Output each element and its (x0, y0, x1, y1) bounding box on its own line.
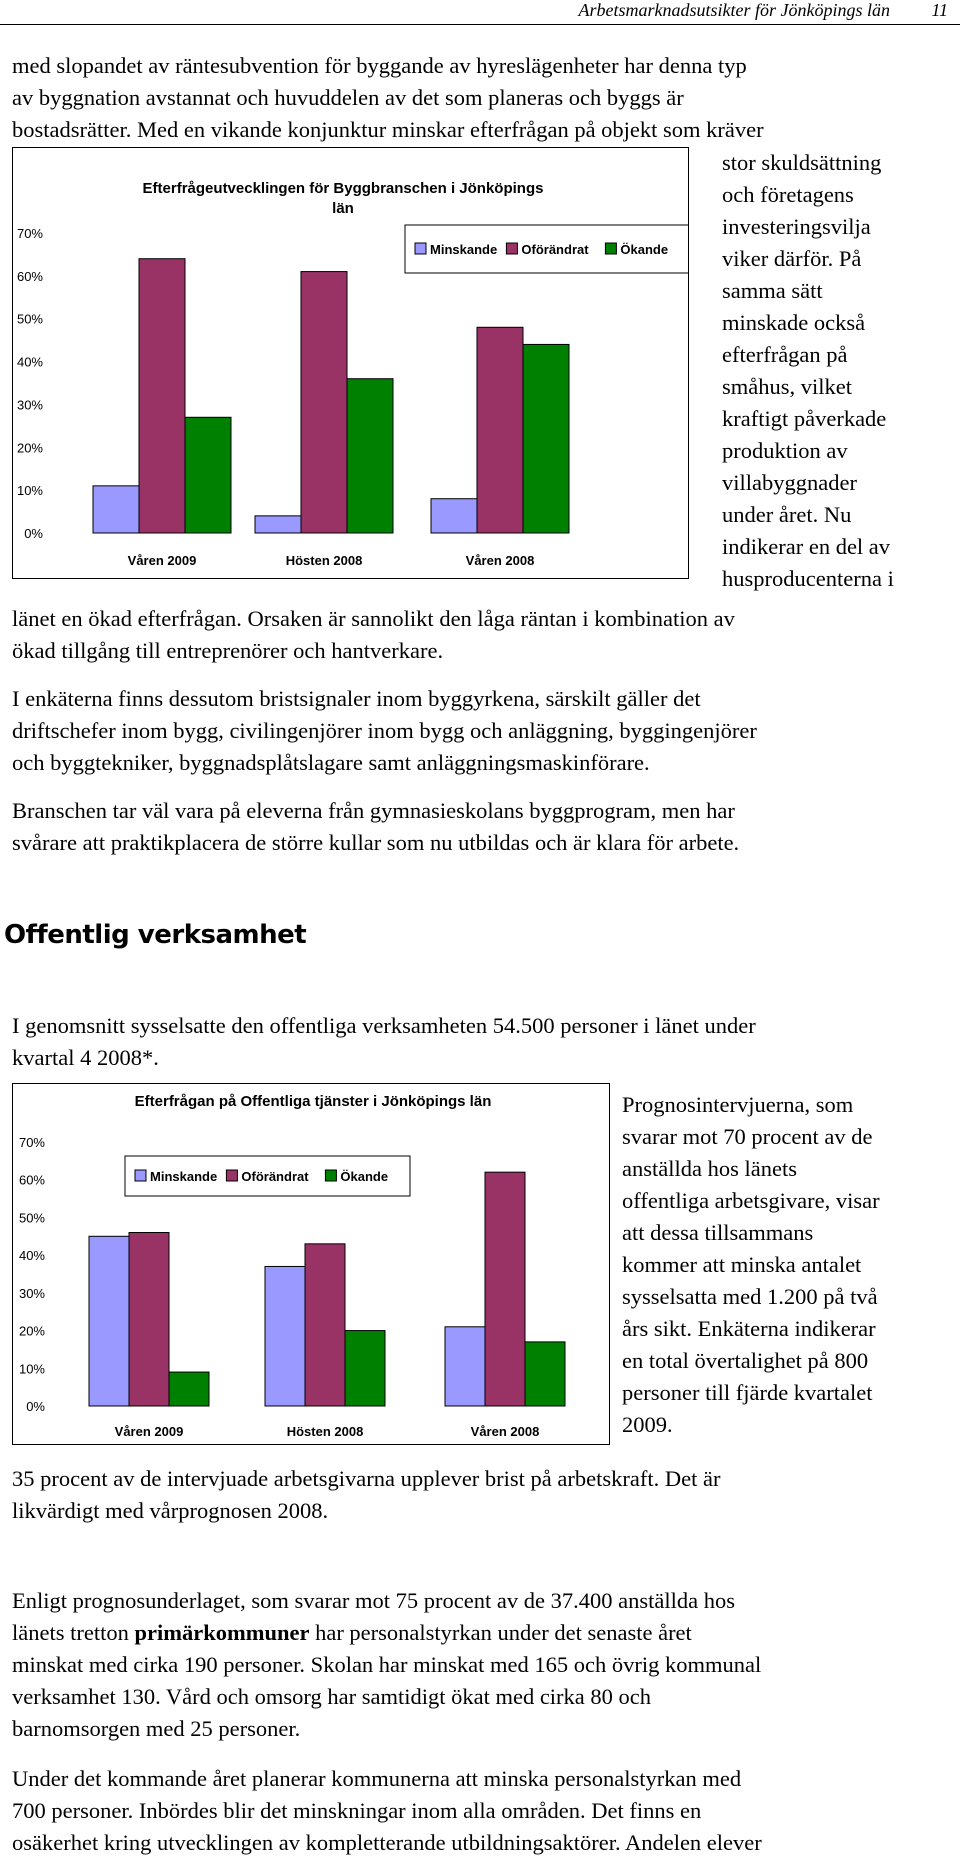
text-line: under året. Nu (722, 502, 852, 527)
category-label: Våren 2008 (465, 553, 535, 568)
text-line: ökad tillgång till entreprenörer och hantverkare. (12, 638, 444, 663)
y-tick-label: 20% (18, 1323, 45, 1339)
chart-title: Efterfrågeutvecklingen för Byggbranschen i Jönköpings (142, 180, 544, 197)
text-line: barnomsorgen med 25 personer. (12, 1716, 301, 1741)
text-line: småhus, vilket (722, 374, 852, 399)
chart-byggbranschen (12, 147, 689, 579)
text-line: sysselsatta med 1.200 på två (622, 1284, 878, 1309)
legend-swatch (605, 243, 616, 254)
legend-swatch (135, 1170, 146, 1181)
bar-ökande (525, 1342, 565, 1406)
bar-minskande (445, 1327, 485, 1406)
text-line: Branschen tar väl vara på eleverna från gymnasieskolans byggprogram, men har (12, 798, 735, 823)
text-line: en total övertalighet på 800 (622, 1348, 869, 1373)
paragraph-brist (12, 1463, 952, 1527)
bar-oförändrat (477, 327, 523, 533)
y-tick-label: 0% (24, 526, 43, 541)
text-line: länet en ökad efterfrågan. Orsaken är sannolikt den låga räntan i kombination av (12, 606, 735, 631)
category-label: Våren 2008 (470, 1424, 540, 1439)
bar-ökande (345, 1331, 385, 1406)
bar-minskande (265, 1266, 305, 1406)
y-tick-label: 10% (18, 1361, 45, 1377)
category-label: Våren 2009 (114, 1424, 184, 1439)
paragraph-intro (12, 50, 952, 146)
paragraph-planering (12, 1763, 952, 1859)
bar-minskande (93, 486, 139, 533)
paragraph-primarkommuner (12, 1585, 952, 1745)
bar-ökande (347, 379, 393, 533)
bar-oförändrat (305, 1244, 345, 1406)
bar-minskande (255, 516, 301, 533)
text-line: offentliga arbetsgivare, visar (622, 1188, 880, 1213)
text-line: investeringsvilja (722, 214, 871, 239)
bold-term: primärkommuner (134, 1620, 310, 1645)
header-title: Arbetsmarknadsutsikter för Jönköpings län (578, 0, 890, 20)
text-line: kommer att minska antalet (622, 1252, 862, 1277)
legend-swatch (415, 243, 426, 254)
y-tick-label: 70% (18, 1135, 45, 1150)
y-tick-label: 10% (16, 483, 43, 499)
y-tick-label: 70% (16, 226, 43, 241)
y-tick-label: 50% (16, 311, 43, 327)
text-line: Under det kommande året planerar kommunerna att minska personalstyrkan med (12, 1766, 742, 1791)
paragraph-intro-tail (12, 603, 952, 667)
y-tick-label: 40% (18, 1248, 45, 1264)
legend-label: Ökande (620, 242, 669, 257)
bar-oförändrat (129, 1233, 169, 1406)
legend-swatch (506, 243, 517, 254)
text-line: med slopandet av räntesubvention för byggande av hyreslägenheter har denna typ (12, 53, 747, 78)
page-header (0, 0, 960, 25)
text-line: minskade också (722, 310, 866, 335)
chart-offentliga-tjanster (12, 1083, 610, 1445)
paragraph-intro-right (722, 147, 960, 595)
text-line: och byggtekniker, byggnadsplåtslagare samt anläggningsmaskinförare. (12, 750, 650, 775)
legend-label: Minskande (430, 242, 498, 257)
paragraph-branschen (12, 795, 952, 859)
legend-label: Ökande (340, 1169, 389, 1184)
text-line: kraftigt påverkade (722, 406, 887, 431)
text-line: driftschefer inom bygg, civilingenjörer inom bygg och anläggning, byggingenjörer (12, 718, 757, 743)
text-line: I genomsnitt sysselsatte den offentliga verksamheten 54.500 personer i länet under (12, 1013, 756, 1038)
text-line: indikerar en del av (722, 534, 891, 559)
chart-svg (13, 148, 688, 578)
text-line: svarar mot 70 procent av de (622, 1124, 873, 1149)
paragraph-bristsignaler (12, 683, 952, 779)
bar-minskande (431, 499, 477, 533)
text-line: villabyggnader (722, 470, 857, 495)
y-tick-label: 30% (16, 397, 43, 413)
text-line: husproducenterna i (722, 566, 894, 591)
bar-minskande (89, 1236, 129, 1406)
text-line: Enligt prognosunderlaget, som svarar mot 75 procent av de 37.400 anställda hos (12, 1588, 735, 1613)
text-line (12, 1617, 952, 1649)
bar-ökande (185, 417, 231, 533)
y-tick-label: 40% (16, 354, 43, 370)
legend-label: Oförändrat (241, 1169, 309, 1184)
bar-ökande (169, 1372, 209, 1406)
chart-title: län (332, 200, 354, 217)
text-line: personer till fjärde kvartalet (622, 1380, 873, 1405)
y-tick-label: 50% (18, 1210, 45, 1226)
text-line: likvärdigt med vårprognosen 2008. (12, 1498, 329, 1523)
text-line: kvartal 4 2008*. (12, 1045, 159, 1070)
category-label: Hösten 2008 (285, 553, 363, 568)
text-line: stor skuldsättning (722, 150, 882, 175)
legend-swatch (325, 1170, 336, 1181)
text-line: verksamhet 130. Vård och omsorg har samtidigt ökat med cirka 80 och (12, 1684, 652, 1709)
category-label: Hösten 2008 (286, 1424, 364, 1439)
legend-swatch (226, 1170, 237, 1181)
text-line: års sikt. Enkäterna indikerar (622, 1316, 876, 1341)
text-line: I enkäterna finns dessutom bristsignaler inom byggyrkena, särskilt gäller det (12, 686, 701, 711)
text-line: Prognosintervjuerna, som (622, 1092, 854, 1117)
bar-ökande (523, 344, 569, 533)
category-label: Våren 2009 (127, 553, 197, 568)
chart-svg (13, 1084, 609, 1444)
text-line: och företagens (722, 182, 854, 207)
bar-oförändrat (301, 272, 347, 533)
paragraph-prognos (622, 1089, 960, 1441)
page-number: 11 (931, 0, 948, 20)
bar-oförändrat (485, 1172, 525, 1406)
section-heading: Offentlig verksamhet (4, 920, 307, 950)
y-tick-label: 60% (18, 1172, 45, 1188)
text-line: 35 procent av de intervjuade arbetsgivarna upplever brist på arbetskraft. Det är (12, 1466, 721, 1491)
chart-title: Efterfrågan på Offentliga tjänster i Jönköpings län (134, 1093, 492, 1110)
text-line: osäkerhet kring utvecklingen av kompletterande utbildningsaktörer. Andelen elever (12, 1830, 762, 1855)
text-line: efterfrågan på (722, 342, 848, 367)
text-line: samma sätt (722, 278, 823, 303)
y-tick-label: 0% (26, 1399, 45, 1414)
legend-label: Minskande (150, 1169, 218, 1184)
text-line: bostadsrätter. Med en vikande konjunktur minskar efterfrågan på objekt som kräver (12, 117, 764, 142)
text-line: av byggnation avstannat och huvuddelen av det som planeras och byggs är (12, 85, 684, 110)
y-tick-label: 60% (16, 268, 43, 284)
y-tick-label: 30% (18, 1285, 45, 1301)
text-line: produktion av (722, 438, 848, 463)
paragraph-offentlig (12, 1010, 952, 1074)
text-line: minskat med cirka 190 personer. Skolan har minskat med 165 och övrig kommunal (12, 1652, 762, 1677)
text-span: har personalstyrkan under det senaste året (309, 1620, 692, 1645)
text-span: länets tretton (12, 1620, 135, 1645)
text-line: anställda hos länets (622, 1156, 797, 1181)
y-tick-label: 20% (16, 440, 43, 456)
text-line: 2009. (622, 1412, 673, 1437)
text-line: svårare att praktikplacera de större kullar som nu utbildas och är klara för arbete. (12, 830, 740, 855)
text-line: 700 personer. Inbördes blir det minskningar inom alla områden. Det finns en (12, 1798, 702, 1823)
text-line: att dessa tillsammans (622, 1220, 814, 1245)
legend-label: Oförändrat (521, 242, 589, 257)
bar-oförändrat (139, 259, 185, 533)
text-line: viker därför. På (722, 246, 862, 271)
